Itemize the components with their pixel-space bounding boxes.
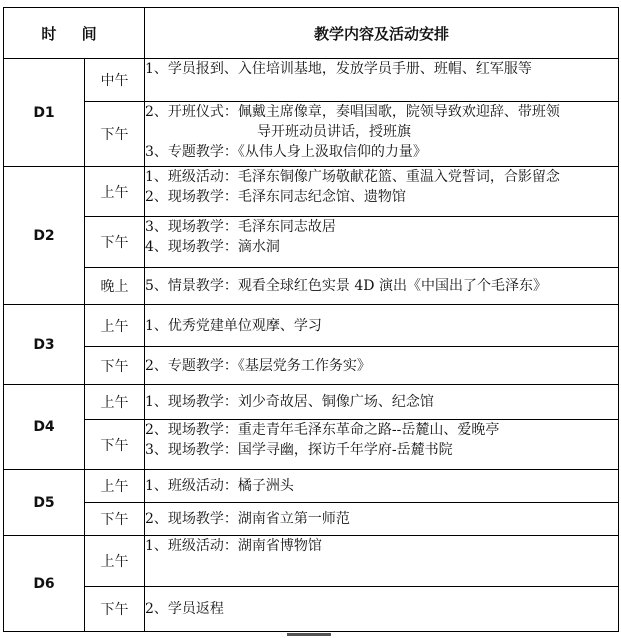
table-row (4, 385, 619, 420)
day-label: D3 (4, 305, 85, 385)
activity-cell (145, 217, 619, 268)
activity-line: 3、现场教学：毛泽东同志故居 (145, 219, 336, 235)
activity-cell (145, 347, 619, 385)
activity-line: 2、开班仪式：佩戴主席像章，奏唱国歌，院领导致欢迎辞、带班领 (145, 104, 560, 120)
schedule-table (3, 7, 619, 632)
table-row (4, 305, 619, 347)
activity-cell (145, 470, 619, 503)
day-label: D5 (4, 470, 85, 536)
table-row (4, 217, 619, 268)
activity-line: 2、专题教学：《基层党务工作务实》 (145, 357, 371, 374)
period-label: 下午 (85, 102, 145, 167)
table-row (4, 167, 619, 217)
activity-line: 1、优秀党建单位观摩、学习 (145, 317, 322, 334)
table-row (4, 536, 619, 587)
activity-line: 4、现场教学：滴水洞 (145, 239, 280, 255)
activity-line: 2、现场教学：重走青年毛泽东革命之路--岳麓山、爱晚亭 (145, 422, 500, 438)
header-content: 教学内容及活动安排 (145, 8, 619, 59)
activity-cell (145, 59, 619, 102)
activity-cell (145, 587, 619, 632)
period-label: 下午 (85, 503, 145, 536)
table-row (4, 347, 619, 385)
period-label: 下午 (85, 420, 145, 470)
activity-line: 1、学员报到、入住培训基地，发放学员手册、班帽、红军服等 (145, 61, 532, 77)
table-row (4, 587, 619, 632)
activity-cell (145, 420, 619, 470)
period-label: 下午 (85, 587, 145, 632)
table-row (4, 59, 619, 102)
header-row (4, 8, 619, 59)
period-label: 上午 (85, 167, 145, 217)
activity-line: 导开班动员讲话，授班旗 (257, 124, 412, 140)
period-label: 上午 (85, 536, 145, 587)
activity-line: 3、现场教学：国学寻幽，探访千年学府-岳麓书院 (145, 442, 453, 458)
table-row (4, 268, 619, 305)
activity-cell (145, 268, 619, 305)
day-label: D1 (4, 59, 85, 167)
table-row (4, 503, 619, 536)
day-label: D2 (4, 167, 85, 305)
table-row (4, 102, 619, 167)
period-label: 晚上 (85, 268, 145, 305)
period-label: 上午 (85, 385, 145, 420)
activity-line: 5、情景教学：观看全球红色实景 4D 演出《中国出了个毛泽东》 (145, 278, 547, 294)
period-label: 下午 (85, 217, 145, 268)
table-row (4, 420, 619, 470)
activity-line: 3、专题教学：《从伟人身上汲取信仰的力量》 (145, 144, 427, 160)
period-label: 上午 (85, 305, 145, 347)
activity-line: 1、班级活动：橘子洲头 (145, 478, 294, 494)
day-label: D4 (4, 385, 85, 470)
activity-cell (145, 536, 619, 587)
activity-line: 1、班级活动：毛泽东铜像广场敬献花篮、重温入党誓词，合影留念 (145, 169, 560, 185)
activity-line: 1、班级活动：湖南省博物馆 (145, 538, 322, 554)
header-time: 时 间 (4, 8, 145, 59)
period-label: 中午 (85, 59, 145, 102)
page-edge-mark (287, 633, 331, 636)
activity-cell (145, 503, 619, 536)
activity-line: 2、现场教学：毛泽东同志纪念馆、遗物馆 (145, 189, 406, 205)
period-label: 下午 (85, 347, 145, 385)
day-label: D6 (4, 536, 85, 632)
activity-cell (145, 305, 619, 347)
activity-cell (145, 385, 619, 420)
table-row (4, 470, 619, 503)
period-label: 上午 (85, 470, 145, 503)
activity-line: 2、现场教学：湖南省立第一师范 (145, 511, 350, 527)
activity-cell (145, 102, 619, 167)
activity-cell (145, 167, 619, 217)
activity-line: 2、学员返程 (145, 601, 224, 617)
activity-line: 1、现场教学：刘少奇故居、铜像广场、纪念馆 (145, 394, 434, 410)
